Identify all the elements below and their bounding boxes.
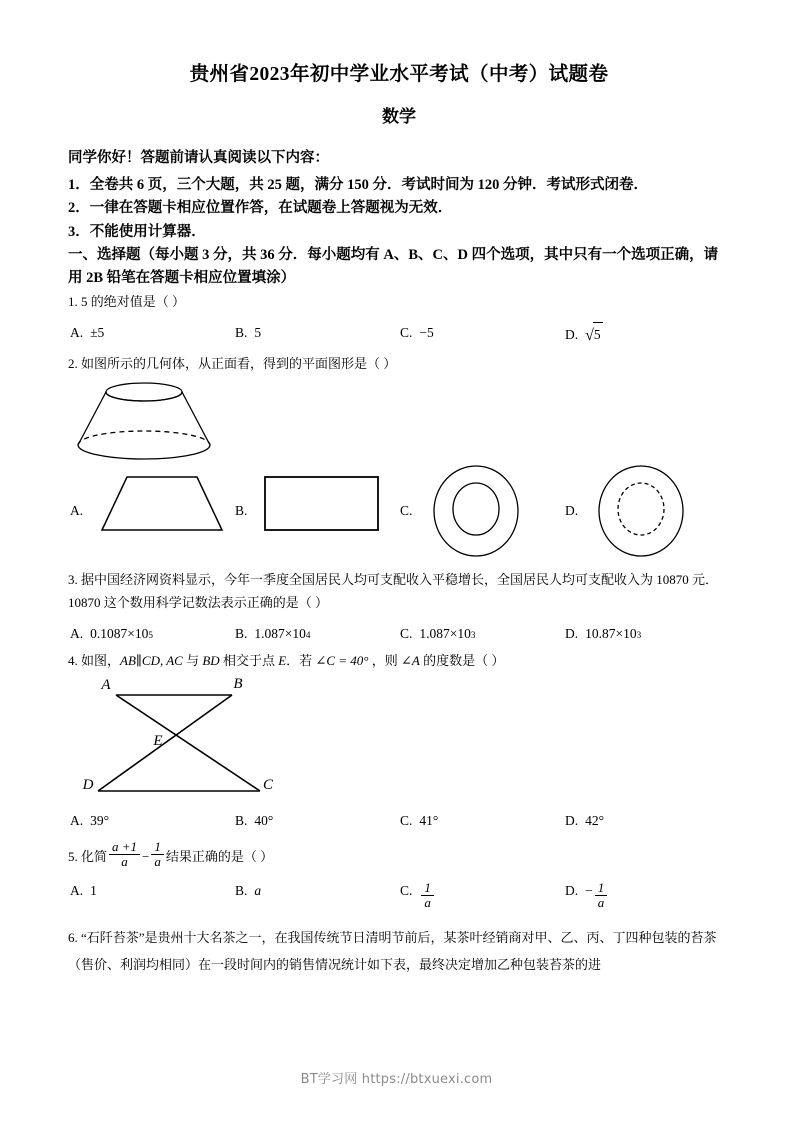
option-text: 5 xyxy=(593,322,603,347)
concentric-circles-dashed-icon xyxy=(589,461,709,561)
question-4-stem xyxy=(68,650,730,673)
fraction-denominator: a xyxy=(597,895,605,911)
question-4-option-d[interactable] xyxy=(565,809,604,833)
question-3 xyxy=(68,569,730,648)
instruction-line-3: 3．不能使用计算器． xyxy=(68,223,206,240)
stem-math-1: AB∥CD, AC xyxy=(120,652,183,668)
page-content xyxy=(68,0,730,979)
option-exponent: 5 xyxy=(148,629,153,640)
geo-label-b: B xyxy=(233,675,243,692)
option-label: B. xyxy=(235,883,248,899)
instruction-line-2: 2．一律在答题卡相应位置作答，在试题卷上答题视为无效． xyxy=(68,200,453,217)
question-3-option-b[interactable] xyxy=(235,622,310,646)
question-5-option-b[interactable] xyxy=(235,879,261,903)
option-base: 10 xyxy=(292,625,306,641)
option-label: B. xyxy=(235,324,248,340)
option-label: B. xyxy=(235,812,248,828)
option-label: B. xyxy=(235,625,248,641)
question-2-figure-frustum xyxy=(68,375,730,467)
option-text: −5 xyxy=(419,324,434,340)
option-mantissa: 1.087 xyxy=(254,625,285,641)
fraction-denominator: a xyxy=(424,895,431,911)
question-2-options xyxy=(68,467,730,567)
stem-prefix: 5. 化简 xyxy=(68,848,108,864)
option-text: 42° xyxy=(585,812,605,828)
question-3-stem: 3. 据中国经济网资料显示，今年一季度全国居民人均可支配收入平稳增长，全国居民人均可支配收入为 10870 元．10870 这个数用科学记数法表示正确的是（ ） xyxy=(68,572,719,611)
option-text: 40° xyxy=(254,812,274,828)
instructions-block xyxy=(68,148,730,291)
option-label: C. xyxy=(400,883,413,899)
times-sign: × xyxy=(127,625,135,641)
option-label: B. xyxy=(235,503,248,519)
question-1-options xyxy=(68,321,730,347)
fraction-a-plus-1-over-a xyxy=(109,840,140,869)
question-4-figure xyxy=(68,673,730,809)
option-label: A. xyxy=(70,625,84,641)
option-base: 10 xyxy=(457,625,471,641)
fraction-numerator: 1 xyxy=(421,881,434,896)
option-mantissa: 0.1087 xyxy=(90,625,128,641)
trapezoid-icon xyxy=(94,467,229,547)
stem-suffix: 结果正确的是（ ） xyxy=(165,848,274,864)
question-1-option-a[interactable] xyxy=(70,321,104,345)
footer-watermark: BT学习网 https://btxuexi.com xyxy=(300,1072,493,1087)
question-3-option-d[interactable] xyxy=(565,622,641,646)
question-1-option-d[interactable] xyxy=(565,321,603,349)
question-1-option-c[interactable] xyxy=(400,321,434,345)
option-text: 5 xyxy=(254,324,262,340)
option-text: 41° xyxy=(419,812,439,828)
option-mantissa: 1.087 xyxy=(419,625,450,641)
question-3-options xyxy=(68,622,730,648)
question-3-option-a[interactable] xyxy=(70,622,153,646)
option-label: D. xyxy=(565,812,579,828)
fraction-denominator: a xyxy=(121,853,128,869)
fraction-1-over-a xyxy=(595,881,608,910)
stem-mid-1: 与 xyxy=(182,652,203,668)
question-3-option-c[interactable] xyxy=(400,622,475,646)
subject-title: 数学 xyxy=(382,107,416,127)
question-4 xyxy=(68,650,730,835)
instruction-line-1: 1．全卷共 6 页，三个大题，共 25 题，满分 150 分．考试时间为 120 分钟．考试形式闭卷． xyxy=(68,176,648,193)
times-sign: × xyxy=(615,625,624,641)
fraction-numerator: 1 xyxy=(151,840,164,855)
question-1-stem: 1. 5 的绝对值是（ ） xyxy=(68,293,186,309)
concentric-circles-icon xyxy=(424,461,544,561)
times-sign: × xyxy=(284,625,293,641)
option-text: ±5 xyxy=(90,324,105,340)
stem-math-3: E xyxy=(278,652,287,668)
option-label: D. xyxy=(565,883,579,899)
option-text: 39° xyxy=(90,812,110,828)
option-label: C. xyxy=(400,503,413,519)
question-4-option-c[interactable] xyxy=(400,809,438,833)
option-text: 1 xyxy=(90,883,97,899)
stem-mid-4: ，则 xyxy=(368,652,401,668)
stem-suffix: 的度数是（ ） xyxy=(419,652,505,668)
question-1 xyxy=(68,291,730,347)
option-label: C. xyxy=(400,324,413,340)
fraction-1-over-a xyxy=(151,840,164,869)
stem-math-5: ∠A xyxy=(401,652,420,668)
option-label: A. xyxy=(70,503,84,519)
option-label: A. xyxy=(70,812,84,828)
fraction-denominator: a xyxy=(154,853,161,869)
page-title: 贵州省2023年初中学业水平考试（中考）试题卷 xyxy=(189,64,609,85)
option-base: 10 xyxy=(134,625,149,641)
stem-mid-2: 相交于点 xyxy=(219,652,279,668)
geo-label-d: D xyxy=(82,776,94,793)
option-label: C. xyxy=(400,812,413,828)
question-5-stem xyxy=(68,838,730,873)
question-6-stem: 6. “石阡苔茶”是贵州十大名茶之一，在我国传统节日清明节前后，某茶叶经销商对甲、乙、丙、丁四种包装的苔茶（售价、利润均相同）在一段时间内的销售情况统计如下表，最终决定增加乙种包装苔茶的进 xyxy=(68,930,717,972)
option-label: C. xyxy=(400,625,413,641)
times-sign: × xyxy=(449,625,458,641)
geo-label-a: A xyxy=(101,676,111,693)
option-exponent: 4 xyxy=(305,629,311,640)
option-label: D. xyxy=(565,326,579,342)
minus-sign: − xyxy=(142,848,150,864)
option-exponent: 3 xyxy=(636,629,642,640)
stem-math-4: ∠C = 40° xyxy=(315,652,369,668)
fraction-numerator: 1 xyxy=(595,881,608,896)
option-label: D. xyxy=(565,503,579,519)
question-6 xyxy=(68,925,730,978)
section-heading-choice: 一、选择题（每小题 3 分，共 36 分．每小题均有 A、B、C、D 四个选项，其中只有一个选项正确，请用 2B 铅笔在答题卡相应位置填涂） xyxy=(68,246,719,287)
stem-math-2: BD xyxy=(202,652,220,668)
fraction-numerator: a +1 xyxy=(109,840,140,855)
geo-label-c: C xyxy=(262,776,274,793)
question-5-option-c[interactable] xyxy=(400,879,436,913)
stem-prefix: 4. 如图， xyxy=(68,652,121,668)
question-4-option-b[interactable] xyxy=(235,809,273,833)
fraction-1-over-a xyxy=(421,881,434,910)
option-exponent: 3 xyxy=(470,629,476,640)
question-1-option-b[interactable] xyxy=(235,321,261,345)
question-4-options xyxy=(68,809,730,835)
option-label: D. xyxy=(565,625,579,641)
option-base: 10 xyxy=(623,625,637,641)
question-2 xyxy=(68,353,730,568)
question-5-options xyxy=(68,879,730,913)
stem-mid-3: ．若 xyxy=(286,652,316,668)
option-label: A. xyxy=(70,324,84,340)
option-label: A. xyxy=(70,883,84,899)
geo-label-e: E xyxy=(153,732,163,749)
option-mantissa: 10.87 xyxy=(585,625,616,641)
question-5-option-d[interactable] xyxy=(565,879,609,913)
question-5-option-a[interactable] xyxy=(70,879,97,903)
question-5 xyxy=(68,838,730,914)
instructions-lead: 同学你好！答题前请认真阅读以下内容： xyxy=(68,149,329,166)
question-4-option-a[interactable] xyxy=(70,809,109,833)
option-text: a xyxy=(254,883,262,899)
minus-sign: − xyxy=(585,883,593,899)
sqrt-icon: √ xyxy=(585,326,594,344)
question-2-stem: 2. 如图所示的几何体，从正面看，得到的平面图形是（ ） xyxy=(68,355,397,371)
rectangle-icon xyxy=(259,467,394,547)
